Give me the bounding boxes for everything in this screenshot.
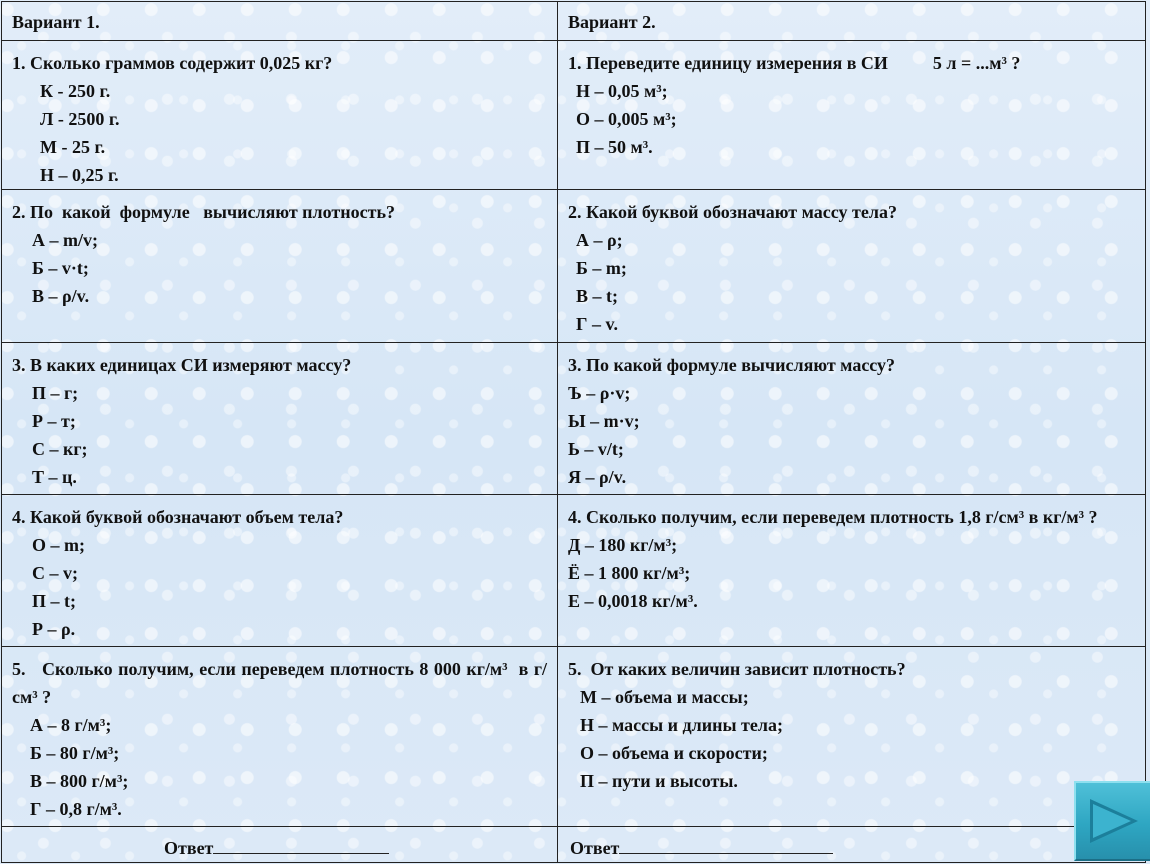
answer-cell-v2: [558, 827, 1145, 862]
answer-option: М - 25 г.: [40, 137, 106, 157]
variant-2-header: Вариант 2.: [558, 2, 1145, 41]
answer-option: Н – 0,25 г.: [40, 165, 119, 185]
answer-option: Б – v·t;: [32, 258, 89, 278]
answer-option: Б – m;: [576, 258, 627, 278]
answer-option: П – t;: [32, 591, 76, 611]
answer-option: Т – ц.: [32, 467, 77, 487]
answer-option: А – 8 г/м³;: [30, 715, 112, 735]
question-cell-v2-q5: [558, 647, 1145, 827]
answer-label: Ответ: [164, 838, 214, 858]
answer-field-v2[interactable]: [619, 833, 833, 854]
question-text: 1. Переведите единицу измерения в СИ 5 л = ...м³ ?: [568, 53, 1021, 73]
question-cell-v1-q3: [2, 343, 558, 495]
answer-option: Г – 0,8 г/м³.: [30, 799, 122, 819]
answer-cell-v1: [2, 827, 558, 862]
question-text: 5. От каких величин зависит плотность?: [568, 659, 906, 679]
answer-field-v1[interactable]: [213, 833, 389, 854]
answer-option: Р – ρ.: [32, 619, 76, 639]
play-arrow-icon: [1076, 783, 1148, 859]
variant-1-header: Вариант 1.: [2, 2, 558, 41]
question-cell-v1-q4: [2, 495, 558, 647]
answer-option: К - 250 г.: [40, 81, 111, 101]
answer-option: С – v;: [32, 563, 78, 583]
answer-option: Л - 2500 г.: [40, 109, 120, 129]
question-text: 4. Какой буквой обозначают объем тела?: [12, 507, 344, 527]
answer-option: М – объема и массы;: [580, 687, 749, 707]
answer-option: Р – т;: [32, 411, 76, 431]
question-text: 3. В каких единицах СИ измеряют массу?: [12, 355, 352, 375]
question-text: 2. По какой формуле вычисляют плотность?: [12, 202, 395, 222]
answer-option: А – m/v;: [32, 230, 98, 250]
answer-option: Ь – v/t;: [568, 439, 624, 459]
answer-option: Н – 0,05 м³;: [576, 81, 668, 101]
question-cell-v2-q3: [558, 343, 1145, 495]
question-text: 2. Какой буквой обозначают массу тела?: [568, 202, 897, 222]
answer-option: О – объема и скорости;: [580, 743, 768, 763]
answer-option: О – 0,005 м³;: [576, 109, 677, 129]
answer-option: В – t;: [576, 286, 618, 306]
answer-option: В – ρ/v.: [32, 286, 90, 306]
answer-option: А – ρ;: [576, 230, 623, 250]
answer-option: Б – 80 г/м³;: [30, 743, 120, 763]
question-cell-v2-q1: [558, 41, 1145, 190]
question-text: 3. По какой формуле вычисляют массу?: [568, 355, 896, 375]
answer-option: П – 50 м³.: [576, 137, 653, 157]
question-cell-v2-q2: [558, 190, 1145, 343]
question-text: 1. Сколько граммов содержит 0,025 кг?: [12, 53, 333, 73]
answer-option: В – 800 г/м³;: [30, 771, 129, 791]
question-cell-v1-q1: [2, 41, 558, 190]
answer-option: Ъ – ρ·v;: [568, 383, 631, 403]
answer-option: Д – 180 кг/м³;: [568, 535, 678, 555]
next-slide-button[interactable]: [1074, 781, 1150, 861]
answer-option: О – m;: [32, 535, 85, 555]
answer-option: С – кг;: [32, 439, 88, 459]
question-cell-v2-q4: [558, 495, 1145, 647]
question-text: 4. Сколько получим, если переведем плотность 1,8 г/см³ в кг/м³ ?: [568, 507, 1098, 527]
answer-option: П – пути и высоты.: [580, 771, 738, 791]
answer-option: Ы – m·v;: [568, 411, 640, 431]
answer-option: Н – массы и длины тела;: [580, 715, 783, 735]
quiz-table: [1, 1, 1146, 863]
question-cell-v1-q2: [2, 190, 558, 343]
answer-option: Я – ρ/v.: [568, 467, 627, 487]
answer-option: Г – v.: [576, 314, 618, 334]
question-cell-v1-q5: [2, 647, 558, 827]
answer-option: Е – 0,0018 кг/м³.: [568, 591, 698, 611]
question-text: 5. Сколько получим, если переведем плотность 8 000 кг/м³ в г/см³ ?: [12, 659, 547, 707]
answer-option: П – г;: [32, 383, 79, 403]
answer-option: Ё – 1 800 кг/м³;: [568, 563, 691, 583]
answer-label: Ответ: [570, 838, 620, 858]
